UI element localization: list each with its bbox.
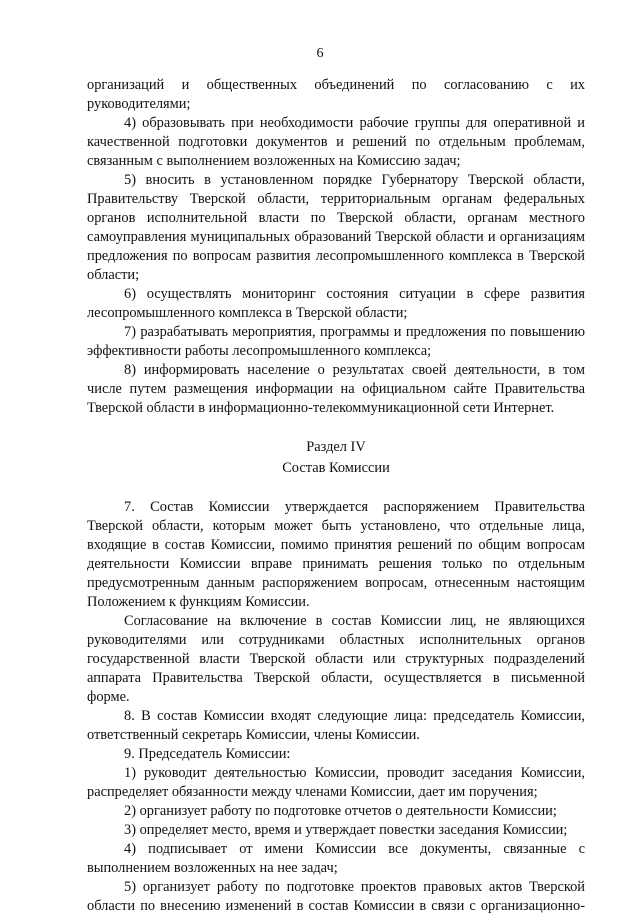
document-body xyxy=(87,76,585,916)
paragraph-clause-7-composition: 7. Состав Комиссии утверждается распоряжением Правительства Тверской области, которым может быть установлено, что отдельные лица, входящие в состав Комиссии, помимо принятия решений по общим вопросам деятельности Комиссии вправе принимать решения только по отдельным предусмотренным данным распоряжением вопросам, отнесенным настоящим Положением к функциям Комиссии. xyxy=(87,499,585,610)
paragraph-chairman-item-1: 1) руководит деятельностью Комиссии, проводит заседания Комиссии, распределяет обязанности между членами Комиссии, дает им поручения; xyxy=(87,765,585,800)
paragraph-item-5-proposals: 5) вносить в установленном порядке Губернатору Тверской области, Правительству Тверской области, территориальным органам федеральных органов исполнительной власти по Тверской области, органам местного самоуправления муниципальных образований Тверской области и организациям предложения по вопросам развития лесопромышленного комплекса в Тверской области; xyxy=(87,172,585,283)
paragraph-chairman-item-3: 3) определяет место, время и утверждает повестки заседания Комиссии; xyxy=(124,822,568,838)
paragraph-item-7-measures: 7) разрабатывать мероприятия, программы и предложения по повышению эффективности работы лесопромышленного комплекса; xyxy=(87,324,585,359)
paragraph-consent: Согласование на включение в состав Комиссии лиц, не являющихся руководителями или сотрудниками областных исполнительных органов государственной власти Тверской области или структурных подразделений аппарата Правительства Тверской области, осуществляется в письменной форме. xyxy=(87,613,585,705)
paragraph-clause-8-members: 8. В состав Комиссии входят следующие лица: председатель Комиссии, ответственный секретарь Комиссии, члены Комиссии. xyxy=(87,708,585,743)
section-number: Раздел IV xyxy=(306,439,366,455)
paragraph-clause-9-chairman: 9. Председатель Комиссии: xyxy=(124,746,291,762)
paragraph-chairman-item-4: 4) подписывает от имени Комиссии все документы, связанные с выполнением возложенных на нее задач; xyxy=(87,841,585,876)
page-number: 6 xyxy=(316,46,324,61)
paragraph-item-8-inform: 8) информировать население о результатах своей деятельности, в том числе путем размещения информации на официальном сайте Правительства Тверской области в информационно-телекоммуникационной сети Интернет. xyxy=(87,362,585,416)
section-title: Состав Комиссии xyxy=(282,460,390,476)
paragraph-item-6-monitoring: 6) осуществлять мониторинг состояния ситуации в сфере развития лесопромышленного комплекса в Тверской области; xyxy=(87,286,585,321)
paragraph-chairman-item-5: 5) организует работу по подготовке проектов правовых актов Тверской области по внесению изменений в состав Комиссии в связи с организационно- xyxy=(87,879,585,914)
paragraph-organizations: организаций и общественных объединений по согласованию с их руководителями; xyxy=(87,77,585,112)
paragraph-item-4-working-groups: 4) образовывать при необходимости рабочие группы для оперативной и качественной подготовки документов и решений по отдельным проблемам, связанным с выполнением возложенных на Комиссию задач; xyxy=(87,115,585,169)
paragraph-chairman-item-2: 2) организует работу по подготовке отчетов о деятельности Комиссии; xyxy=(124,803,557,819)
